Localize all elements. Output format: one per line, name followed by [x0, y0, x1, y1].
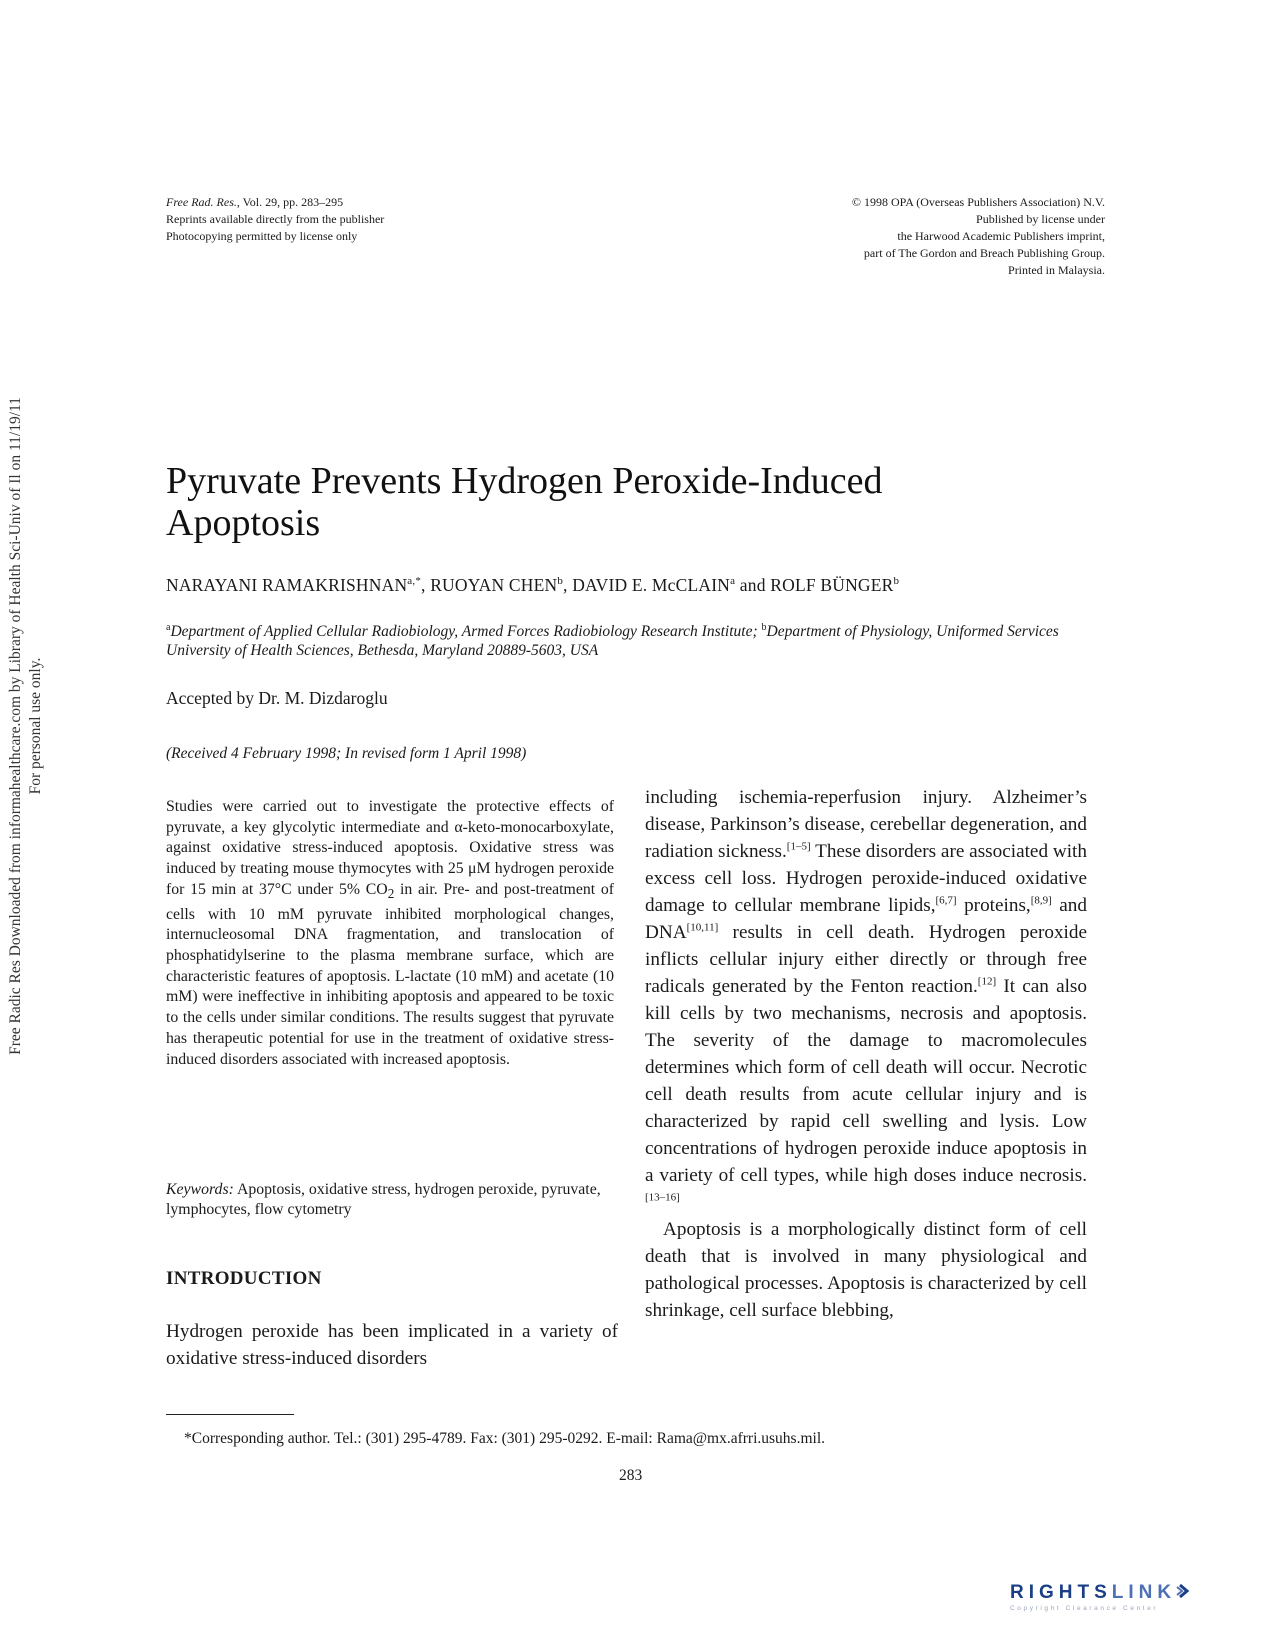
citation-ref: [6,7]	[935, 894, 957, 907]
co2-subscript: 2	[387, 885, 395, 901]
introduction-col1-text: Hydrogen peroxide has been implicated in a variety of oxidative stress-induced disorders	[166, 1321, 618, 1369]
copyright-line: © 1998 OPA (Overseas Publishers Association) N.V.	[851, 195, 1105, 209]
intro-text: and DNA	[645, 895, 1087, 943]
intro-paragraph-1	[645, 784, 1087, 1216]
keywords-label: Keywords:	[166, 1181, 234, 1198]
affiliation-mark-b: b	[761, 622, 767, 633]
accepted-by: Accepted by Dr. M. Dizdaroglu	[166, 688, 388, 708]
introduction-heading: INTRODUCTION	[166, 1268, 322, 1289]
citation-ref: [13–16]	[645, 1191, 680, 1204]
author-name: RUOYAN CHEN	[430, 575, 558, 595]
author-affiliation-mark: a,*	[407, 575, 422, 588]
title-line-1: Pyruvate Prevents Hydrogen Peroxide-Induced	[166, 460, 883, 502]
group-line: part of The Gordon and Breach Publishing Group.	[863, 246, 1105, 260]
citation-ref: [10,11]	[686, 921, 719, 934]
download-watermark	[6, 276, 46, 1176]
corresponding-author-footnote	[184, 1430, 825, 1448]
intro-text: results in cell death. Hydrogen peroxide inflicts cellular injury either directly or through free radicals generated by the Fenton reaction.	[645, 922, 1087, 997]
received-dates: (Received 4 February 1998; In revised form 1 April 1998)	[166, 745, 527, 762]
article-title	[166, 460, 1066, 544]
logo-subtitle: Copyright Clearance Center	[1010, 1605, 1159, 1612]
footnote-mark: *	[184, 1430, 192, 1447]
rightslink-wordmark	[1010, 1582, 1230, 1604]
rightslink-icon	[1176, 1582, 1192, 1603]
page-number: 283	[619, 1467, 643, 1484]
author-affiliation-mark: b	[557, 575, 564, 588]
watermark-line-2: For personal use only.	[27, 657, 44, 795]
affiliations	[166, 618, 1066, 660]
author-list	[166, 575, 899, 596]
rightslink-logo[interactable]	[1010, 1582, 1230, 1622]
imprint-line: the Harwood Academic Publishers imprint,	[897, 229, 1105, 243]
intro-paragraph-2: Apoptosis is a morphologically distinct form of cell death that is involved in many physiological and pathological processes. Apoptosis is characterized by cell shrinkage, cell surface blebbing,	[645, 1219, 1087, 1321]
affiliation-a: Department of Applied Cellular Radiobiology, Armed Forces Radiobiology Research Institute;	[170, 623, 762, 641]
intro-text: proteins,	[956, 895, 1031, 916]
author-name: DAVID E. McCLAIN	[572, 575, 731, 595]
affiliation-b: Department of Physiology, Uniformed Services University of Health Sciences, Bethesda, Maryland 20889-5603, USA	[166, 623, 1059, 660]
journal-name: Free Rad. Res.	[166, 195, 237, 209]
citation-ref: [8,9]	[1030, 894, 1052, 907]
journal-info	[166, 194, 384, 245]
keywords-list: Apoptosis, oxidative stress, hydrogen peroxide, pyruvate, lymphocytes, flow cytometry	[166, 1181, 601, 1218]
abstract-text-2: in air. Pre- and post-treatment of cells with 10 mM pyruvate inhibited morphological changes, internucleosomal DNA fragmentation, and translocation of phosphatidylserine to the plasma membrane surface, which are characteristic features of apoptosis. L-lactate (10 mM) and acetate (10 mM) were ineffective in inhibiting apoptosis and appeared to be toxic to the cells under similar conditions. The results suggest that pyruvate has therapeutic potential for use in the treatment of oxidative stress-induced disorders associated with increased apoptosis.	[166, 880, 614, 1068]
publisher-info	[852, 194, 1105, 279]
author-affiliation-mark: b	[893, 575, 900, 588]
citation-ref: [12]	[977, 975, 997, 988]
photocopying-note: Photocopying permitted by license only	[166, 229, 358, 243]
footnote-rule	[166, 1414, 294, 1415]
author-name: ROLF BÜNGER	[770, 575, 894, 595]
author-separator: ,	[563, 575, 573, 595]
reprints-note: Reprints available directly from the publisher	[166, 212, 385, 226]
logo-part-link: LINK	[1111, 1582, 1177, 1603]
intro-text: These disorders are associated with excess cell loss. Hydrogen peroxide-induced oxidative damage to cellular membrane lipids,	[645, 841, 1087, 916]
abstract-text-1: Studies were carried out to investigate the protective effects of pyruvate, a key glycolytic intermediate and α-keto-monocarboxylate, against oxidative stress-induced apoptosis. Oxidative stress was induced by treating mouse thymocytes with 25 μM hydrogen peroxide for 15 min at 37°C under 5% CO	[166, 798, 614, 898]
title-line-2: Apoptosis	[166, 502, 321, 544]
printed-line: Printed in Malaysia.	[1008, 263, 1105, 277]
footnote-text: Corresponding author. Tel.: (301) 295-4789. Fax: (301) 295-0292. E-mail: Rama@mx.afrri.usuhs.mil.	[191, 1430, 825, 1447]
intro-text: It can also kill cells by two mechanisms, necrosis and apoptosis. The severity of the damage to macromolecules determines which form of cell death will occur. Necrotic cell death results from acute cellular injury and is characterized by rapid cell swelling and lysis. Low concentrations of hydrogen peroxide induce apoptosis in a variety of cell types, while high doses induce necrosis.	[645, 976, 1087, 1186]
journal-volume: , Vol. 29, pp. 283–295	[236, 195, 344, 209]
author-separator: ,	[421, 575, 431, 595]
license-line: Published by license under	[976, 212, 1105, 226]
author-affiliation-mark: a	[730, 575, 736, 588]
affiliation-mark-a: a	[166, 622, 171, 633]
keywords	[166, 1180, 614, 1220]
author-name: NARAYANI RAMAKRISHNAN	[166, 575, 408, 595]
introduction-col2	[645, 784, 1087, 1324]
author-separator: and	[735, 575, 771, 595]
logo-part-rights: RIGHTS	[1010, 1582, 1112, 1603]
watermark-line-1: Free Radic Res Downloaded from informahealthcare.com by Library of Health Sci-Univ of Il on 11/19/11	[7, 397, 24, 1055]
intro-text: including ischemia-reperfusion injury. Alzheimer’s disease, Parkinson’s disease, cerebellar degeneration, and radiation sickness.	[645, 787, 1087, 862]
citation-ref: [1–5]	[786, 840, 811, 853]
journal-reference	[166, 194, 384, 211]
abstract	[166, 797, 614, 1070]
